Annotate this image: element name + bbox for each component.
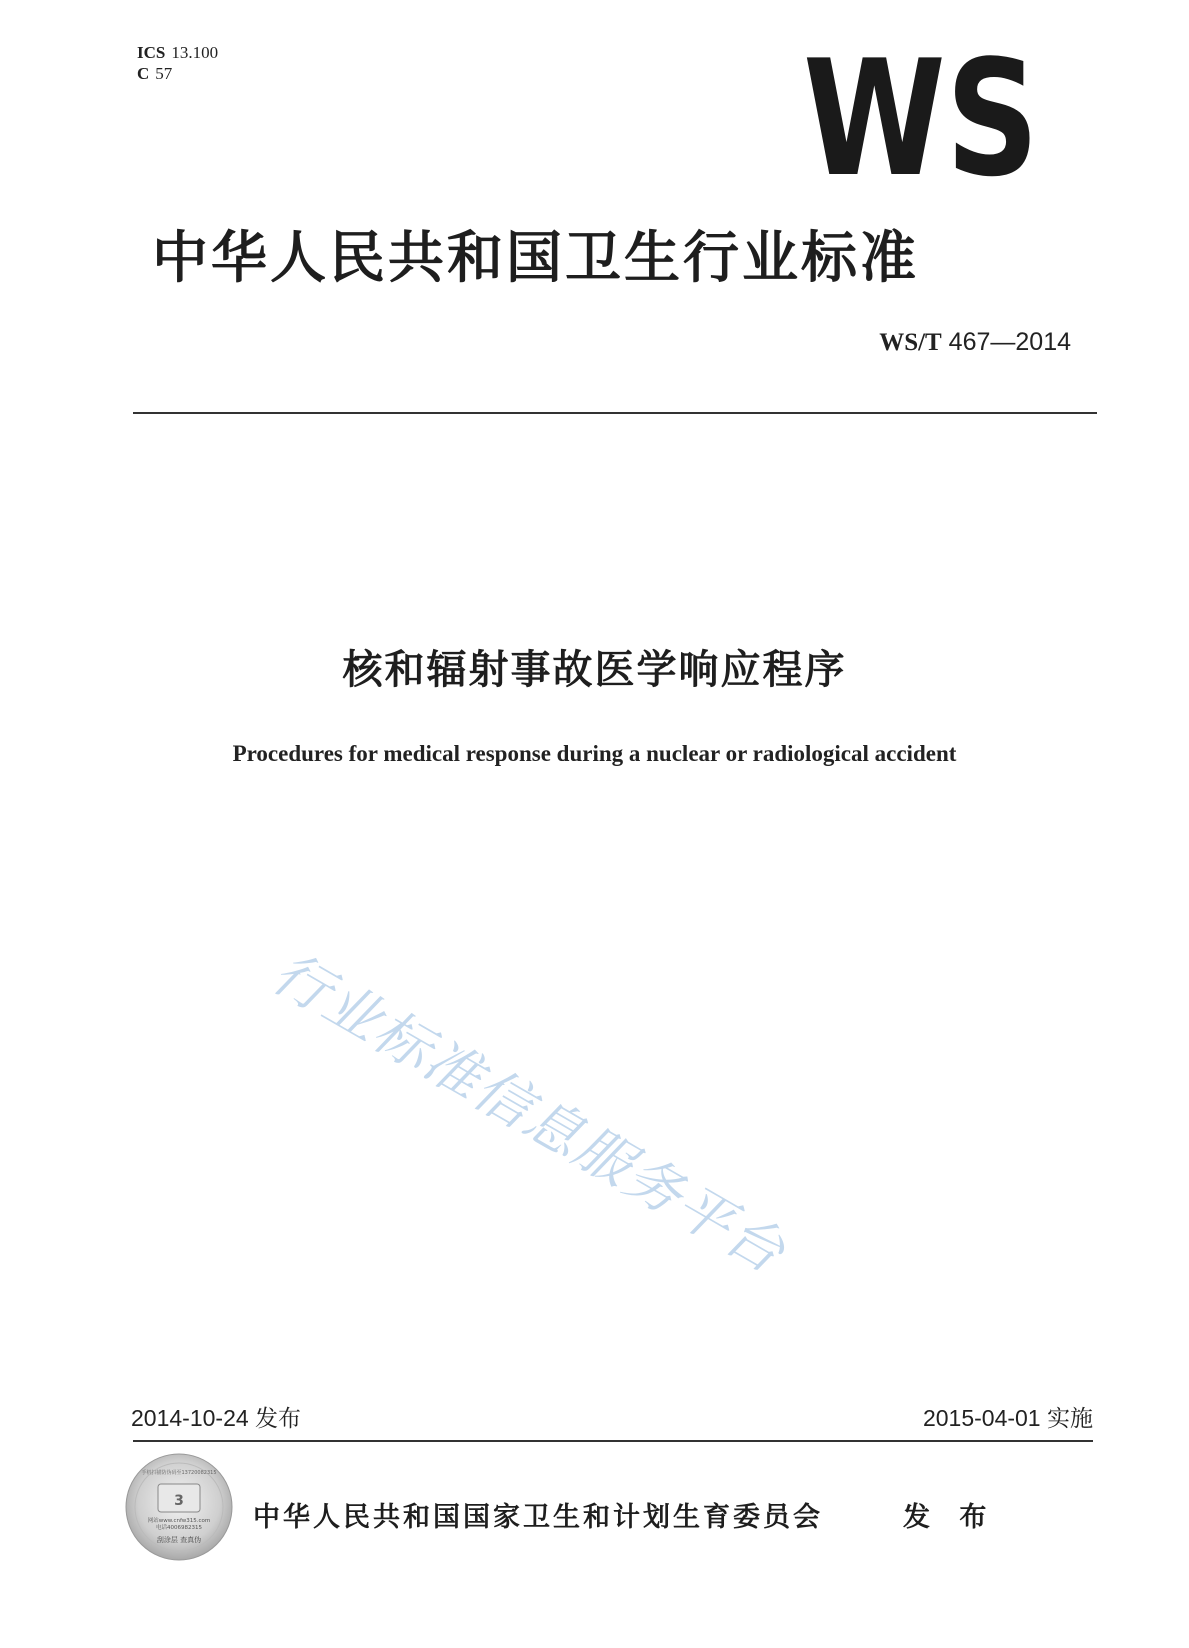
ws-logo bbox=[803, 25, 1043, 212]
issuing-authority: 中华人民共和国国家卫生和计划生育委员会 bbox=[253, 1502, 823, 1533]
ics-value: 13.100 bbox=[171, 43, 219, 62]
ics-line bbox=[137, 42, 218, 63]
effective-date: 2015-04-01 实施 bbox=[922, 1405, 1093, 1431]
seal-line-1: 手机扫描防伪码至13720082315 bbox=[141, 1470, 217, 1476]
classification-block bbox=[137, 42, 218, 84]
standard-code-number: 467—2014 bbox=[948, 328, 1071, 356]
standard-code-prefix: WS/T bbox=[879, 329, 942, 356]
anti-counterfeit-seal bbox=[124, 1452, 234, 1562]
issuer-action: 发 布 bbox=[903, 1502, 997, 1533]
ccs-value: 57 bbox=[155, 64, 173, 83]
ccs-line bbox=[137, 63, 218, 84]
seal-line-3: 电话4006982315 bbox=[156, 1525, 202, 1531]
header-divider bbox=[133, 412, 1097, 414]
ws-logo-text: WS bbox=[803, 25, 1039, 212]
ccs-label: C bbox=[137, 64, 150, 83]
document-title-en: Procedures for medical response during a nuclear or radiological accident bbox=[232, 741, 957, 766]
national-standard-title: 中华人民共和国卫生行业标准 bbox=[152, 226, 919, 291]
standard-code bbox=[879, 328, 1071, 357]
ics-label: ICS bbox=[137, 43, 166, 62]
seal-line-4: 刮涂层 查真伪 bbox=[156, 1536, 202, 1544]
issue-date: 2014-10-24 发布 bbox=[131, 1405, 302, 1431]
watermark: 行业标准信息服务平台 bbox=[261, 940, 797, 1287]
document-title-cn: 核和辐射事故医学响应程序 bbox=[342, 647, 847, 693]
svg-text:3: 3 bbox=[174, 1493, 184, 1509]
footer-divider bbox=[133, 1440, 1093, 1442]
seal-line-2: 网站www.cnfw315.com bbox=[147, 1518, 211, 1524]
